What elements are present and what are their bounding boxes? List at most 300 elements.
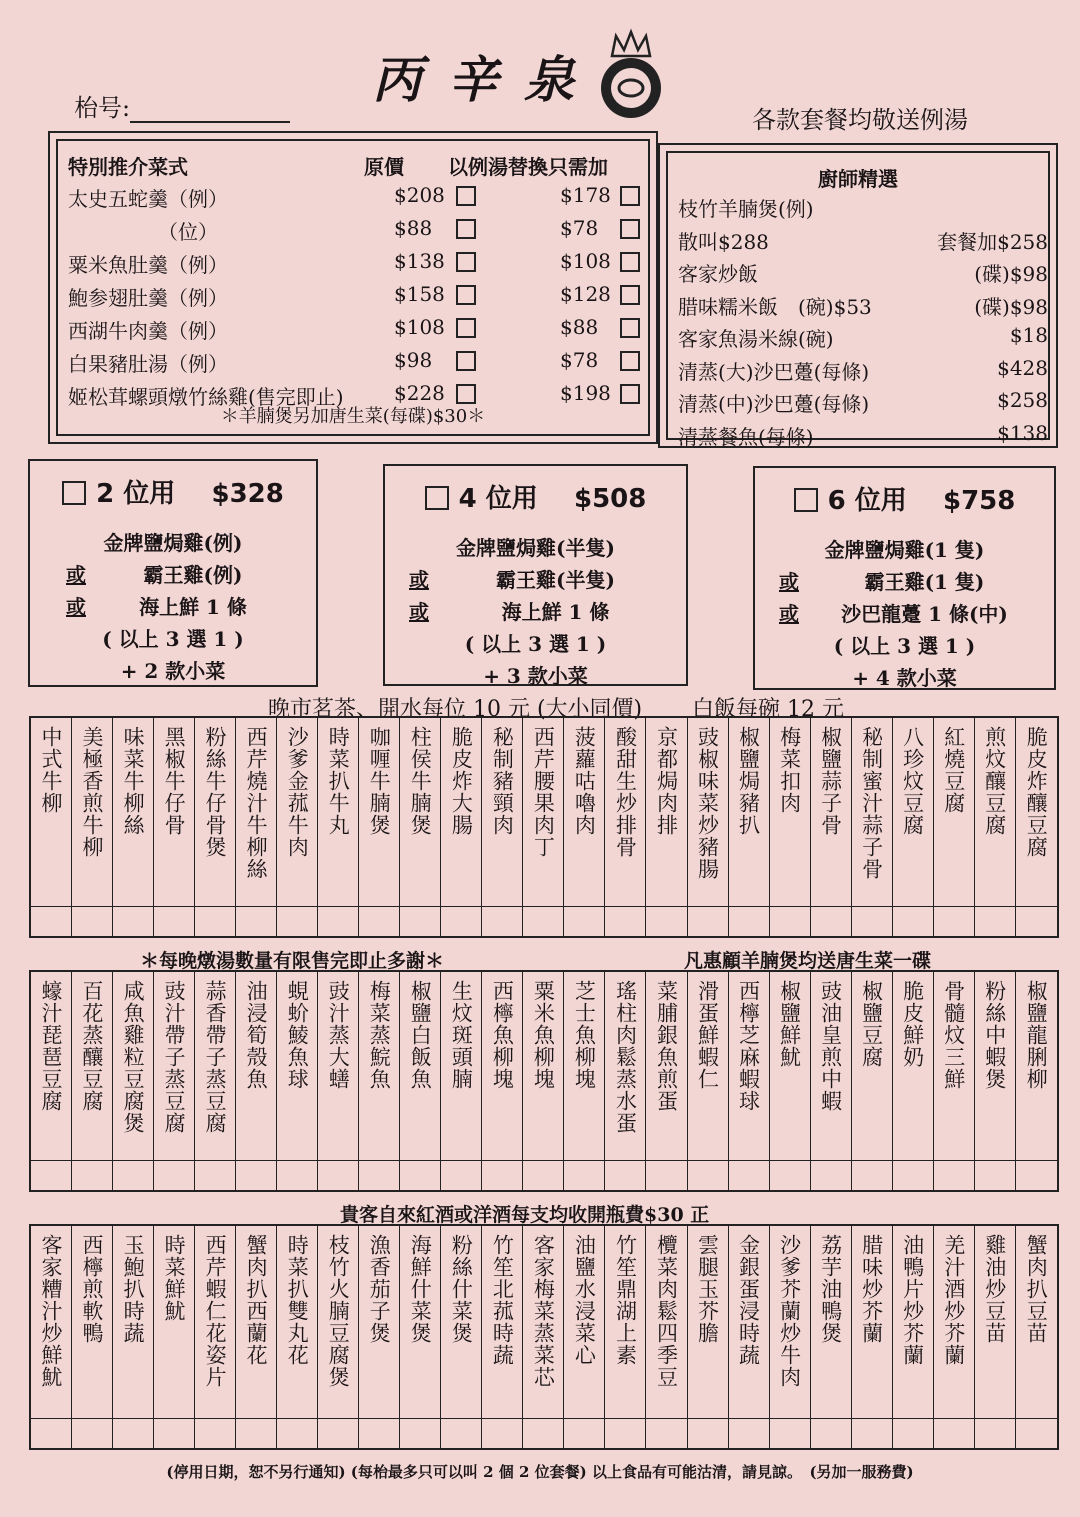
quantity-cell[interactable] xyxy=(688,1418,728,1448)
dish-column[interactable] xyxy=(400,1226,441,1448)
dish-column[interactable] xyxy=(729,718,770,936)
substitute-checkbox[interactable] xyxy=(620,186,640,206)
dish-name: 煎炆釀豆腐 xyxy=(982,726,1007,836)
lettuce-note: 凡惠顧羊腩煲均送唐生菜一碟 xyxy=(684,950,932,972)
footer-note: (停用日期，恕不另行通知) (每枱最多只可以叫 2 個 2 位套餐) 以上食品有可能沽清，請見諒。 (另加一服務費) xyxy=(166,1463,914,1481)
substitute-checkbox[interactable] xyxy=(620,351,640,371)
dish-name: 蜆蚧鯪魚球 xyxy=(285,980,310,1090)
quantity-cell[interactable] xyxy=(277,906,317,936)
recommended-item xyxy=(68,249,648,279)
dish-name: 咖喱牛腩煲 xyxy=(367,726,392,836)
dish-column[interactable] xyxy=(934,718,975,936)
order-checkbox[interactable] xyxy=(456,351,476,371)
dish-name: 八珍炆豆腐 xyxy=(900,726,925,836)
chef-item-price: $18 xyxy=(1009,323,1048,347)
set-people: 2 位用 xyxy=(96,479,176,509)
order-checkbox[interactable] xyxy=(456,384,476,404)
quantity-cell[interactable] xyxy=(195,906,235,936)
dish-column[interactable] xyxy=(564,718,605,936)
dish-column[interactable] xyxy=(770,718,811,936)
dish-column[interactable] xyxy=(1016,1226,1057,1448)
set-header xyxy=(385,478,686,515)
quantity-cell[interactable] xyxy=(318,1418,358,1448)
dish-name: 時菜扒雙丸花 xyxy=(285,1234,310,1366)
substitute-price: $108 xyxy=(560,249,611,273)
set-header xyxy=(30,473,316,510)
item-name: 西湖牛肉羹（例） xyxy=(68,319,228,343)
quantity-cell[interactable] xyxy=(893,906,933,936)
quantity-cell[interactable] xyxy=(113,906,153,936)
dish-column[interactable] xyxy=(523,972,564,1190)
quantity-cell[interactable] xyxy=(852,906,892,936)
dish-name: 脆皮鮮奶 xyxy=(900,980,925,1068)
dish-column[interactable] xyxy=(688,718,729,936)
dish-name: 時菜扒牛丸 xyxy=(326,726,351,836)
dish-column[interactable] xyxy=(729,1226,770,1448)
set-dishes-note: + 3 款小菜 xyxy=(483,664,588,688)
corkage-note: 貴客自來紅酒或洋酒每支均收開瓶費$30 正 xyxy=(340,1204,710,1226)
substitute-checkbox[interactable] xyxy=(620,285,640,305)
dish-column[interactable] xyxy=(195,718,236,936)
dish-column[interactable] xyxy=(277,718,318,936)
table-number-field[interactable] xyxy=(74,88,290,123)
chef-item-price: $428 xyxy=(997,355,1048,380)
dish-name: 脆皮炸大腸 xyxy=(449,726,474,836)
dish-name: 雞油炒豆苗 xyxy=(982,1234,1007,1344)
quantity-cell[interactable] xyxy=(852,1418,892,1448)
order-checkbox[interactable] xyxy=(456,219,476,239)
dish-column[interactable] xyxy=(72,718,113,936)
crown-logo-icon xyxy=(592,26,670,122)
dish-column[interactable] xyxy=(31,972,72,1190)
dish-column[interactable] xyxy=(1016,718,1057,936)
dish-name: 玉鮑扒時蔬 xyxy=(121,1234,146,1344)
dish-column[interactable] xyxy=(975,718,1016,936)
chef-item xyxy=(678,226,1048,256)
dish-name: 竹笙北菰時蔬 xyxy=(490,1234,515,1366)
chef-item-name: 腊味糯米飯 (碗)$53 xyxy=(678,294,872,319)
dish-name: 椒鹽蒜子骨 xyxy=(818,726,843,836)
dish-name: 咸魚雞粒豆腐煲 xyxy=(121,980,146,1134)
original-price-header: 原價 xyxy=(364,155,404,179)
dish-column[interactable] xyxy=(113,718,154,936)
dish-column[interactable] xyxy=(154,1226,195,1448)
recommended-item xyxy=(68,216,648,246)
dish-column[interactable] xyxy=(482,718,523,936)
dish-column[interactable] xyxy=(646,972,687,1190)
dish-column[interactable] xyxy=(975,1226,1016,1448)
set-checkbox[interactable] xyxy=(425,486,449,510)
quantity-cell[interactable] xyxy=(359,1160,399,1190)
quantity-cell[interactable] xyxy=(113,1418,153,1448)
quantity-cell[interactable] xyxy=(1016,906,1057,936)
chef-item-name: 清蒸(大)沙巴躉(每條) xyxy=(678,359,870,384)
dish-column[interactable] xyxy=(318,718,359,936)
dish-column[interactable] xyxy=(441,1226,482,1448)
dish-column[interactable] xyxy=(605,718,646,936)
quantity-cell[interactable] xyxy=(441,906,481,936)
dish-column[interactable] xyxy=(893,1226,934,1448)
dish-column[interactable] xyxy=(441,972,482,1190)
dish-name: 蟹肉扒豆苗 xyxy=(1024,1234,1049,1344)
dish-name: 西芹蝦仁花姿片 xyxy=(203,1234,228,1388)
dish-name: 竹笙鼎湖上素 xyxy=(613,1234,638,1366)
quantity-cell[interactable] xyxy=(195,1418,235,1448)
dish-name: 脆皮炸釀豆腐 xyxy=(1024,726,1049,858)
dish-column[interactable] xyxy=(770,972,811,1190)
chef-item-name: 清蒸(中)沙巴躉(每條) xyxy=(678,392,870,416)
vegetable-grid xyxy=(29,1224,1059,1450)
dish-column[interactable] xyxy=(688,972,729,1190)
chef-item-price: $138 xyxy=(997,420,1048,445)
quantity-cell[interactable] xyxy=(893,1160,933,1190)
quantity-cell[interactable] xyxy=(646,1160,686,1190)
dish-column[interactable] xyxy=(359,718,400,936)
dish-name: 黑椒牛仔骨 xyxy=(162,726,187,836)
quantity-cell[interactable] xyxy=(359,906,399,936)
quantity-cell[interactable] xyxy=(441,1418,481,1448)
quantity-cell[interactable] xyxy=(975,1160,1015,1190)
chef-item-name: 客家魚湯米線(碗) xyxy=(678,327,834,351)
dish-name: 生炆斑頭腩 xyxy=(449,980,474,1090)
set-option-3: 海上鮮 1 條 xyxy=(501,600,610,624)
dish-name: 粉絲中蝦煲 xyxy=(982,980,1007,1090)
dish-column[interactable] xyxy=(893,972,934,1190)
or-label: 或 xyxy=(66,595,86,619)
set-dishes-note: + 4 款小菜 xyxy=(852,666,957,690)
quantity-cell[interactable] xyxy=(523,906,563,936)
quantity-cell[interactable] xyxy=(688,1160,728,1190)
dish-column[interactable] xyxy=(934,1226,975,1448)
dish-column[interactable] xyxy=(564,972,605,1190)
set-people: 4 位用 xyxy=(458,484,538,514)
quantity-cell[interactable] xyxy=(770,1418,810,1448)
dish-name: 粉絲什菜煲 xyxy=(449,1234,474,1344)
dish-name: 味菜牛柳絲 xyxy=(121,726,146,836)
quantity-cell[interactable] xyxy=(523,1418,563,1448)
quantity-cell[interactable] xyxy=(277,1418,317,1448)
quantity-cell[interactable] xyxy=(605,906,645,936)
dish-name: 酸甜生炒排骨 xyxy=(613,726,638,858)
set-option-3: 海上鮮 1 條 xyxy=(139,595,247,619)
dish-column[interactable] xyxy=(605,972,646,1190)
dish-column[interactable] xyxy=(441,718,482,936)
set-dishes-note: + 2 款小菜 xyxy=(120,659,226,683)
dish-name: 油浸筍殼魚 xyxy=(244,980,269,1090)
dish-column[interactable] xyxy=(482,972,523,1190)
set-option-2: 霸王雞(1 隻) xyxy=(864,570,985,594)
chef-item-price: (碟)$98 xyxy=(974,294,1048,319)
quantity-cell[interactable] xyxy=(646,1418,686,1448)
chef-item-price: $258 xyxy=(997,388,1048,412)
set-option-1: 金牌鹽焗雞(半隻) xyxy=(456,536,615,560)
item-name: 粟米魚肚羹（例） xyxy=(68,253,228,277)
quantity-cell[interactable] xyxy=(729,906,769,936)
dish-name: 西芹燒汁牛柳絲 xyxy=(244,726,269,880)
dish-name: 秘制蜜汁蒜子骨 xyxy=(859,726,884,880)
dish-name: 中式牛柳 xyxy=(39,726,64,814)
dish-name: 紅燒豆腐 xyxy=(941,726,966,814)
quantity-cell[interactable] xyxy=(154,906,194,936)
set-meal-box xyxy=(753,466,1056,690)
substitute-price: $88 xyxy=(560,315,599,339)
dish-column[interactable] xyxy=(113,1226,154,1448)
substitute-checkbox[interactable] xyxy=(620,318,640,338)
dish-name: 骨髓炆三鮮 xyxy=(941,980,966,1090)
quantity-cell[interactable] xyxy=(564,906,604,936)
dish-name: 菜脯銀魚煎蛋 xyxy=(654,980,679,1112)
item-name: 白果豬肚湯（例） xyxy=(68,352,228,376)
set-option-1: 金牌鹽焗雞(例) xyxy=(103,531,243,555)
dish-name: 羌汁酒炒芥蘭 xyxy=(941,1234,966,1366)
item-name: 姬松茸螺頭燉竹絲雞(售完即止) xyxy=(68,385,344,409)
quantity-cell[interactable] xyxy=(482,906,522,936)
dish-column[interactable] xyxy=(154,718,195,936)
order-checkbox[interactable] xyxy=(456,285,476,305)
quantity-cell[interactable] xyxy=(236,1160,276,1190)
dish-column[interactable] xyxy=(934,972,975,1190)
dish-name: 蒜香帶子蒸豆腐 xyxy=(203,980,228,1134)
order-checkbox[interactable] xyxy=(456,186,476,206)
dish-name: 欖菜肉鬆四季豆 xyxy=(654,1234,679,1388)
substitute-price: $128 xyxy=(560,282,611,306)
dish-column[interactable] xyxy=(154,972,195,1190)
dish-column[interactable] xyxy=(729,972,770,1190)
quantity-cell[interactable] xyxy=(236,906,276,936)
rice-note: 白飯每碗 12 元 xyxy=(692,697,844,722)
dish-column[interactable] xyxy=(72,972,113,1190)
restaurant-title: 丙辛泉 xyxy=(372,50,600,109)
substitute-price: $78 xyxy=(560,348,599,372)
dish-column[interactable] xyxy=(113,972,154,1190)
quantity-cell[interactable] xyxy=(1016,1418,1057,1448)
quantity-cell[interactable] xyxy=(31,1160,71,1190)
quantity-cell[interactable] xyxy=(72,1160,112,1190)
recommended-item xyxy=(68,282,648,312)
dish-column[interactable] xyxy=(975,972,1016,1190)
quantity-cell[interactable] xyxy=(729,1160,769,1190)
or-label: 或 xyxy=(66,563,86,587)
quantity-cell[interactable] xyxy=(482,1418,522,1448)
dish-name: 豉椒味菜炒豬腸 xyxy=(695,726,720,880)
quantity-cell[interactable] xyxy=(1016,1160,1057,1190)
quantity-cell[interactable] xyxy=(811,1418,851,1448)
dish-column[interactable] xyxy=(400,718,441,936)
dish-name: 豉汁蒸大蟮 xyxy=(326,980,351,1090)
quantity-cell[interactable] xyxy=(400,1160,440,1190)
quantity-cell[interactable] xyxy=(236,1418,276,1448)
quantity-cell[interactable] xyxy=(113,1160,153,1190)
quantity-cell[interactable] xyxy=(523,1160,563,1190)
order-checkbox[interactable] xyxy=(456,252,476,272)
set-price: $758 xyxy=(943,486,1016,516)
dish-name: 油鴨片炒芥蘭 xyxy=(900,1234,925,1366)
quantity-cell[interactable] xyxy=(605,1418,645,1448)
dish-column[interactable] xyxy=(359,1226,400,1448)
dish-name: 西檸煎軟鴨 xyxy=(80,1234,105,1344)
substitute-price: $198 xyxy=(560,381,611,405)
quantity-cell[interactable] xyxy=(318,1160,358,1190)
set-choose-note: ( 以上 3 選 1 ) xyxy=(833,634,976,658)
quantity-cell[interactable] xyxy=(72,1418,112,1448)
set-option-2: 霸王雞(半隻) xyxy=(496,568,615,592)
recommended-item xyxy=(68,348,648,378)
tea-note: 晚市茗茶、開水每位 10 元 (大小同價) xyxy=(268,697,643,722)
quantity-cell[interactable] xyxy=(564,1418,604,1448)
quantity-cell[interactable] xyxy=(893,1418,933,1448)
quantity-cell[interactable] xyxy=(605,1160,645,1190)
dish-name: 客家糟汁炒鮮魷 xyxy=(39,1234,64,1388)
dish-name: 時菜鮮魷 xyxy=(162,1234,187,1322)
dish-column[interactable] xyxy=(1016,972,1057,1190)
set-checkbox[interactable] xyxy=(62,481,86,505)
dish-column[interactable] xyxy=(523,718,564,936)
dish-name: 金銀蛋浸時蔬 xyxy=(736,1234,761,1366)
item-name: （位） xyxy=(68,220,218,244)
dish-column[interactable] xyxy=(400,972,441,1190)
dish-name: 粉絲牛仔骨煲 xyxy=(203,726,228,858)
quantity-cell[interactable] xyxy=(975,906,1015,936)
quantity-cell[interactable] xyxy=(811,906,851,936)
chef-section xyxy=(658,143,1058,448)
dish-column[interactable] xyxy=(811,972,852,1190)
quantity-cell[interactable] xyxy=(770,906,810,936)
dish-column[interactable] xyxy=(523,1226,564,1448)
dish-name: 西檸芝麻蝦球 xyxy=(736,980,761,1112)
dish-column[interactable] xyxy=(72,1226,113,1448)
recommended-item xyxy=(68,315,648,345)
dish-column[interactable] xyxy=(277,1226,318,1448)
quantity-cell[interactable] xyxy=(400,906,440,936)
dish-name: 椒鹽龍脷柳 xyxy=(1024,980,1049,1090)
set-people: 6 位用 xyxy=(827,486,907,516)
quantity-cell[interactable] xyxy=(852,1160,892,1190)
quantity-cell[interactable] xyxy=(482,1160,522,1190)
quantity-cell[interactable] xyxy=(934,906,974,936)
dish-column[interactable] xyxy=(31,1226,72,1448)
item-price: $98 xyxy=(394,348,433,372)
substitute-price: $78 xyxy=(560,216,599,240)
dish-column[interactable] xyxy=(646,718,687,936)
dish-column[interactable] xyxy=(236,972,277,1190)
dish-column[interactable] xyxy=(31,718,72,936)
dish-name: 西檸魚柳塊 xyxy=(490,980,515,1090)
quantity-cell[interactable] xyxy=(646,906,686,936)
lamb-lettuce-note: ＊羊腩煲另加唐生菜(每碟)$30＊ xyxy=(220,406,486,427)
chef-item-name: 客家炒飯 xyxy=(678,262,758,286)
dish-name: 豉汁帶子蒸豆腐 xyxy=(162,980,187,1134)
quantity-cell[interactable] xyxy=(195,1160,235,1190)
quantity-cell[interactable] xyxy=(154,1160,194,1190)
dish-column[interactable] xyxy=(277,972,318,1190)
substitute-checkbox[interactable] xyxy=(620,252,640,272)
order-checkbox[interactable] xyxy=(456,318,476,338)
quantity-cell[interactable] xyxy=(359,1418,399,1448)
substitute-price-header: 以例湯替換只需加 xyxy=(448,155,608,179)
substitute-price: $178 xyxy=(560,183,611,207)
quantity-cell[interactable] xyxy=(811,1160,851,1190)
chef-item xyxy=(678,388,1048,418)
dish-name: 沙爹金菰牛肉 xyxy=(285,726,310,858)
dish-name: 椒鹽豆腐 xyxy=(859,980,884,1068)
quantity-cell[interactable] xyxy=(564,1160,604,1190)
quantity-cell[interactable] xyxy=(31,1418,71,1448)
dish-column[interactable] xyxy=(646,1226,687,1448)
item-name: 太史五蛇羹（例） xyxy=(68,187,228,211)
dish-column[interactable] xyxy=(688,1226,729,1448)
or-label: 或 xyxy=(779,602,799,626)
quantity-cell[interactable] xyxy=(31,906,71,936)
dish-column[interactable] xyxy=(564,1226,605,1448)
chef-item-price: (碟)$98 xyxy=(974,262,1048,286)
dish-column[interactable] xyxy=(605,1226,646,1448)
set-header xyxy=(755,480,1054,517)
dish-column[interactable] xyxy=(893,718,934,936)
dish-column[interactable] xyxy=(852,1226,893,1448)
or-label: 或 xyxy=(409,600,429,624)
set-choose-note: ( 以上 3 選 1 ) xyxy=(464,632,607,656)
quantity-cell[interactable] xyxy=(441,1160,481,1190)
dish-column[interactable] xyxy=(236,718,277,936)
dish-column[interactable] xyxy=(195,972,236,1190)
set-meal-box xyxy=(28,459,318,687)
item-price: $158 xyxy=(394,282,445,306)
set-option-2: 霸王雞(例) xyxy=(143,563,243,587)
quantity-cell[interactable] xyxy=(770,1160,810,1190)
item-price: $228 xyxy=(394,381,445,405)
chef-item xyxy=(678,323,1048,353)
quantity-cell[interactable] xyxy=(688,906,728,936)
chef-title: 廚師精選 xyxy=(818,167,898,191)
dish-name: 枝竹火腩豆腐煲 xyxy=(326,1234,351,1388)
chef-item-name: 清蒸餐魚(每條) xyxy=(678,424,814,449)
dish-column[interactable] xyxy=(318,972,359,1190)
dish-column[interactable] xyxy=(811,718,852,936)
set-checkbox[interactable] xyxy=(794,488,818,512)
quantity-cell[interactable] xyxy=(934,1160,974,1190)
substitute-checkbox[interactable] xyxy=(620,384,640,404)
quantity-cell[interactable] xyxy=(975,1418,1015,1448)
dish-name: 豉油皇煎中蝦 xyxy=(818,980,843,1112)
quantity-cell[interactable] xyxy=(934,1418,974,1448)
soup-note: 各款套餐均敬送例湯 xyxy=(752,106,968,134)
quantity-cell[interactable] xyxy=(729,1418,769,1448)
quantity-cell[interactable] xyxy=(318,906,358,936)
substitute-checkbox[interactable] xyxy=(620,219,640,239)
chef-item xyxy=(678,291,1048,321)
dish-column[interactable] xyxy=(770,1226,811,1448)
dish-name: 京都焗肉排 xyxy=(654,726,679,836)
quantity-cell[interactable] xyxy=(277,1160,317,1190)
dish-name: 蟹肉扒西蘭花 xyxy=(244,1234,269,1366)
quantity-cell[interactable] xyxy=(154,1418,194,1448)
dish-column[interactable] xyxy=(852,718,893,936)
quantity-cell[interactable] xyxy=(72,906,112,936)
dish-name: 西芹腰果肉丁 xyxy=(531,726,556,858)
dish-column[interactable] xyxy=(318,1226,359,1448)
dish-column[interactable] xyxy=(359,972,400,1190)
dish-column[interactable] xyxy=(195,1226,236,1448)
dish-column[interactable] xyxy=(852,972,893,1190)
dish-column[interactable] xyxy=(811,1226,852,1448)
dish-name: 秘制豬頸肉 xyxy=(490,726,515,836)
dish-column[interactable] xyxy=(236,1226,277,1448)
or-label: 或 xyxy=(779,570,799,594)
dish-name: 滑蛋鮮蝦仁 xyxy=(695,980,720,1090)
dish-column[interactable] xyxy=(482,1226,523,1448)
quantity-cell[interactable] xyxy=(400,1418,440,1448)
dish-name: 百花蒸釀豆腐 xyxy=(80,980,105,1112)
